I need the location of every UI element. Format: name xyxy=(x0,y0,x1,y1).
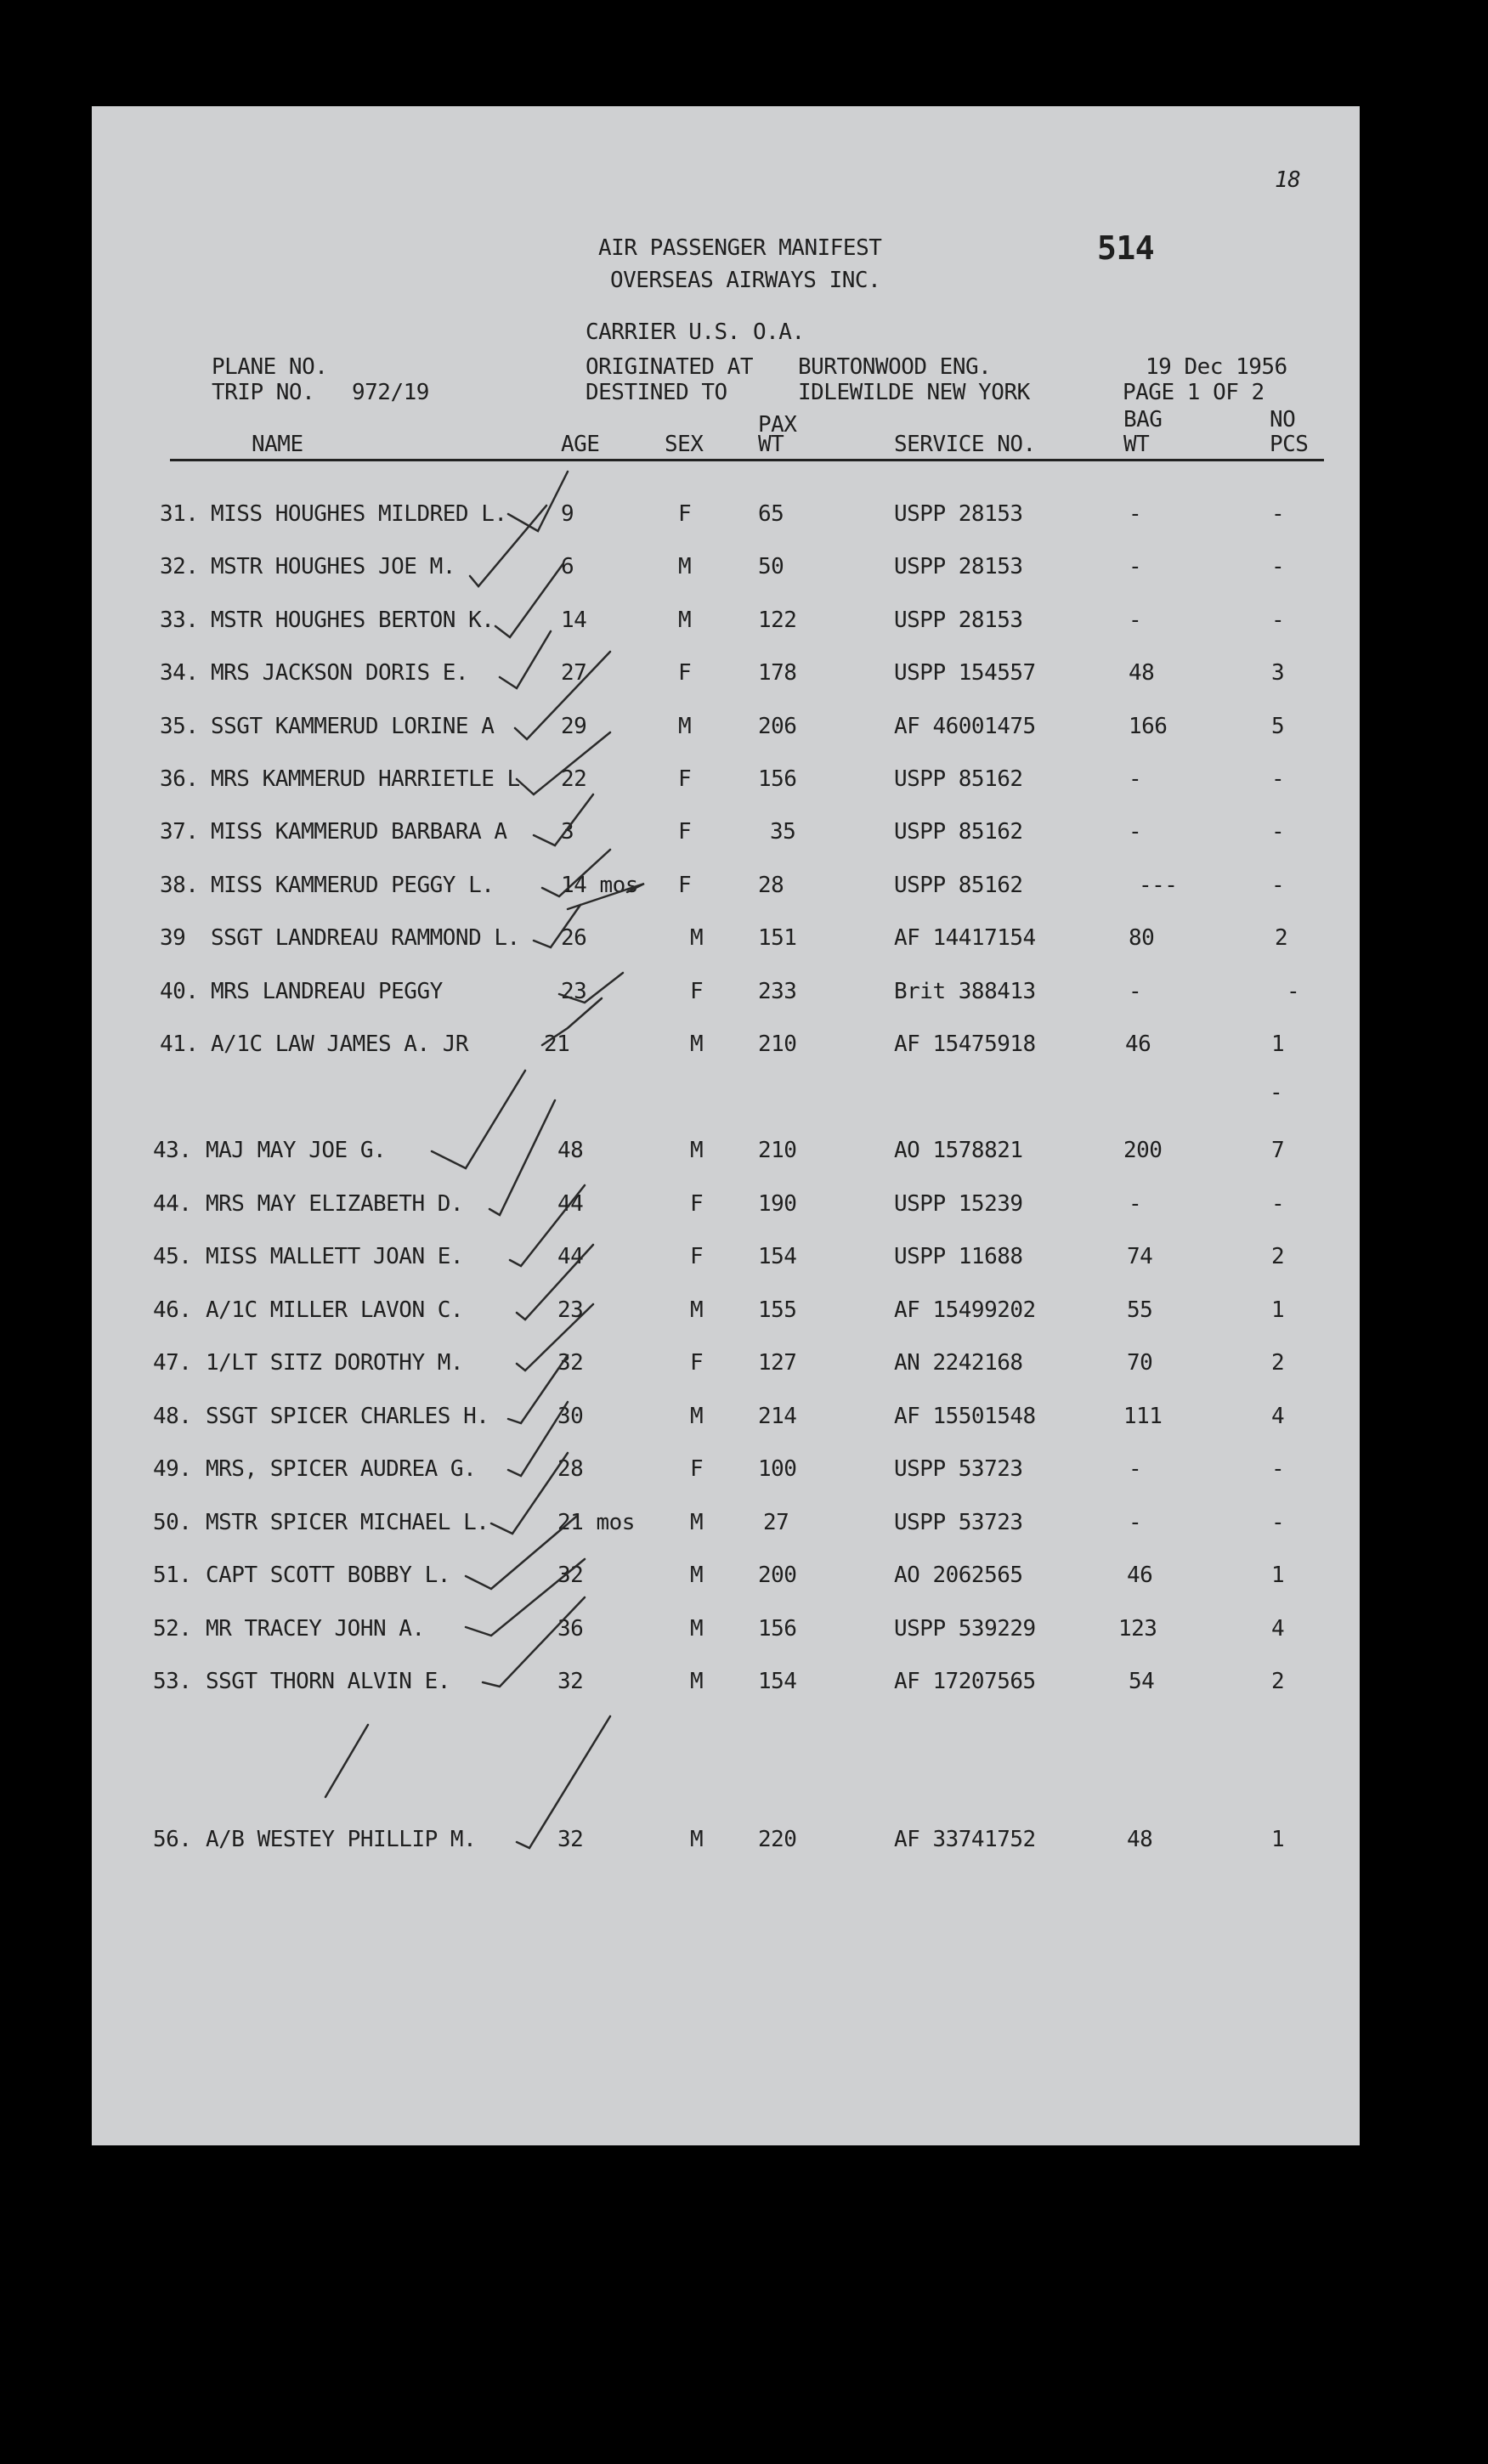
passenger-name: SSGT THORN ALVIN E. xyxy=(206,1669,450,1694)
passenger-row xyxy=(92,874,1360,903)
passenger-row xyxy=(92,1246,1360,1274)
bag-weight: 123 xyxy=(1118,1616,1157,1642)
passenger-sex: F xyxy=(678,873,692,898)
passenger-age: 21 mos xyxy=(557,1510,635,1535)
pax-weight: 127 xyxy=(758,1350,797,1376)
row-number: 56. xyxy=(153,1827,192,1852)
passenger-name: A/B WESTEY PHILLIP M. xyxy=(206,1827,477,1852)
bag-weight: - xyxy=(1129,501,1142,527)
pax-weight: 200 xyxy=(758,1563,797,1588)
passenger-age: 28 xyxy=(557,1456,584,1482)
service-number: USPP 28153 xyxy=(894,554,1023,579)
row-number: 41. xyxy=(160,1031,199,1057)
bag-weight: 70 xyxy=(1127,1350,1153,1376)
row-number: 40. xyxy=(160,979,199,1004)
pieces: 1 xyxy=(1271,1031,1285,1057)
service-number: AN 2242168 xyxy=(894,1350,1023,1376)
row-number: 47. xyxy=(153,1350,192,1376)
bag-weight: 48 xyxy=(1127,1827,1153,1852)
row-number: 37. xyxy=(160,819,199,845)
passenger-name: MRS KAMMERUD HARRIETLE L xyxy=(211,766,520,792)
manifest-title: AIR PASSENGER MANIFEST xyxy=(598,235,882,261)
service-number: AF 15501548 xyxy=(894,1404,1036,1429)
pax-weight: 156 xyxy=(758,766,797,792)
pieces: 2 xyxy=(1271,1350,1285,1376)
manifest-page xyxy=(92,106,1360,2145)
pax-weight: 154 xyxy=(758,1669,797,1694)
destined-value: IDLEWILDE NEW YORK xyxy=(798,380,1030,405)
row-number: 31. xyxy=(160,501,199,527)
passenger-sex: F xyxy=(690,979,704,1004)
passenger-sex: M xyxy=(690,1138,704,1163)
passenger-sex: M xyxy=(690,1827,704,1852)
service-number: USPP 15239 xyxy=(894,1191,1023,1217)
passenger-sex: M xyxy=(690,1563,704,1588)
passenger-name: CAPT SCOTT BOBBY L. xyxy=(206,1563,450,1588)
passenger-sex: M xyxy=(690,1510,704,1535)
passenger-age: 21 xyxy=(544,1031,570,1057)
bag-weight: 80 xyxy=(1129,925,1155,951)
service-number: USPP 28153 xyxy=(894,501,1023,527)
row-number: 44. xyxy=(153,1191,192,1217)
pieces: 5 xyxy=(1271,714,1285,739)
passenger-sex: M xyxy=(690,1031,704,1057)
pieces: 1 xyxy=(1271,1297,1285,1323)
passenger-row xyxy=(92,1512,1360,1540)
row-number: 50. xyxy=(153,1510,192,1535)
pax-weight: 233 xyxy=(758,979,797,1004)
pax-weight: 206 xyxy=(758,714,797,739)
service-number: AF 15499202 xyxy=(894,1297,1036,1323)
pieces: - xyxy=(1271,608,1285,633)
passenger-name: MSTR HOUGHES BERTON K. xyxy=(211,608,495,633)
pax-weight: 122 xyxy=(758,608,797,633)
passenger-age: 48 xyxy=(557,1138,584,1163)
passenger-sex: F xyxy=(678,819,692,845)
passenger-name: MRS MAY ELIZABETH D. xyxy=(206,1191,464,1217)
passenger-name: A/1C LAW JAMES A. JR xyxy=(211,1031,469,1057)
passenger-row xyxy=(92,1564,1360,1593)
passenger-sex: M xyxy=(690,1297,704,1323)
passenger-name: MR TRACEY JOHN A. xyxy=(206,1616,425,1642)
service-number: USPP 85162 xyxy=(894,766,1023,792)
pax-weight: 155 xyxy=(758,1297,797,1323)
header-rule xyxy=(170,459,1324,461)
passenger-row xyxy=(92,1139,1360,1168)
bag-weight: 46 xyxy=(1125,1031,1151,1057)
passenger-row xyxy=(92,821,1360,850)
passenger-age: 27 xyxy=(561,660,587,686)
pax-weight: 50 xyxy=(758,554,784,579)
pax-weight: 28 xyxy=(758,873,784,898)
service-number: USPP 85162 xyxy=(894,819,1023,845)
pax-weight: 210 xyxy=(758,1031,797,1057)
bag-weight: - xyxy=(1129,1191,1142,1217)
page-number: 514 xyxy=(1097,229,1155,267)
row-number: 48. xyxy=(153,1404,192,1429)
passenger-name: MISS MALLETT JOAN E. xyxy=(206,1244,464,1269)
passenger-row xyxy=(92,1670,1360,1699)
col-pax-top: PAX xyxy=(758,412,797,438)
passenger-name: MSTR HOUGHES JOE M. xyxy=(211,554,455,579)
row-number: 39 xyxy=(160,925,186,951)
pax-weight: 151 xyxy=(758,925,797,951)
pieces: 2 xyxy=(1271,1244,1285,1269)
service-number: AF 15475918 xyxy=(894,1031,1036,1057)
bag-weight: - xyxy=(1129,819,1142,845)
service-number: AF 46001475 xyxy=(894,714,1036,739)
pax-weight: 220 xyxy=(758,1827,797,1852)
passenger-age: 14 mos xyxy=(561,873,638,898)
pieces: 3 xyxy=(1271,660,1285,686)
pieces: - xyxy=(1271,819,1285,845)
passenger-name: MISS HOUGHES MILDRED L. xyxy=(211,501,507,527)
passenger-sex: M xyxy=(690,1404,704,1429)
pax-weight: 214 xyxy=(758,1404,797,1429)
bag-weight: - xyxy=(1129,766,1142,792)
passenger-sex: F xyxy=(678,766,692,792)
col-sex: SEX xyxy=(665,432,704,457)
pieces: 1 xyxy=(1271,1563,1285,1588)
col-pcs-bottom: PCS xyxy=(1270,432,1309,457)
passenger-age: 3 xyxy=(561,819,574,845)
row-number: 53. xyxy=(153,1669,192,1694)
col-pax-bottom: WT xyxy=(758,432,784,457)
row-number: 52. xyxy=(153,1616,192,1642)
plane-label: PLANE NO. xyxy=(212,354,328,380)
passenger-name: SSGT SPICER CHARLES H. xyxy=(206,1404,489,1429)
passenger-sex: M xyxy=(678,714,692,739)
passenger-sex: F xyxy=(690,1191,704,1217)
bag-weight: 54 xyxy=(1129,1669,1155,1694)
pieces: 1 xyxy=(1271,1827,1285,1852)
col-bag-bottom: WT xyxy=(1123,432,1150,457)
service-number: USPP 53723 xyxy=(894,1510,1023,1535)
passenger-row xyxy=(92,715,1360,744)
pieces: - xyxy=(1271,766,1285,792)
passenger-sex: M xyxy=(690,925,704,951)
passenger-age: 32 xyxy=(557,1350,584,1376)
trip-label: TRIP NO. xyxy=(212,380,315,405)
passenger-age: 30 xyxy=(557,1404,584,1429)
pieces: - xyxy=(1271,554,1285,579)
pax-weight: 100 xyxy=(758,1456,797,1482)
passenger-sex: F xyxy=(690,1456,704,1482)
passenger-name: SSGT KAMMERUD LORINE A xyxy=(211,714,495,739)
row-number: 38. xyxy=(160,873,199,898)
pieces: - xyxy=(1271,1510,1285,1535)
row-number: 45. xyxy=(153,1244,192,1269)
passenger-row xyxy=(92,1828,1360,1857)
pax-weight: 178 xyxy=(758,660,797,686)
pieces: 4 xyxy=(1271,1616,1285,1642)
service-number: USPP 154557 xyxy=(894,660,1036,686)
pieces: - xyxy=(1287,979,1300,1004)
pax-weight: 65 xyxy=(758,501,784,527)
pieces: - xyxy=(1271,873,1285,898)
passenger-age: 44 xyxy=(557,1244,584,1269)
passenger-sex: F xyxy=(690,1350,704,1376)
passenger-row xyxy=(92,1193,1360,1222)
col-service: SERVICE NO. xyxy=(894,432,1036,457)
bag-weight: 48 xyxy=(1129,660,1155,686)
pax-weight: 27 xyxy=(763,1510,789,1535)
service-number: USPP 11688 xyxy=(894,1244,1023,1269)
passenger-sex: M xyxy=(690,1669,704,1694)
pax-weight: 210 xyxy=(758,1138,797,1163)
row-number: 49. xyxy=(153,1456,192,1482)
passenger-row xyxy=(92,1458,1360,1487)
company-name: OVERSEAS AIRWAYS INC. xyxy=(610,268,881,293)
bag-weight: --- xyxy=(1139,873,1178,898)
page-mark: 18 xyxy=(1275,167,1301,193)
stray-mark: - xyxy=(1270,1080,1283,1105)
bag-weight: - xyxy=(1129,979,1142,1004)
passenger-row xyxy=(92,1352,1360,1381)
pieces: - xyxy=(1271,1191,1285,1217)
row-number: 34. xyxy=(160,660,199,686)
passenger-age: 14 xyxy=(561,608,587,633)
passenger-row xyxy=(92,609,1360,638)
service-number: AF 14417154 xyxy=(894,925,1036,951)
pax-weight: 156 xyxy=(758,1616,797,1642)
col-age: AGE xyxy=(561,432,600,457)
bag-weight: - xyxy=(1129,608,1142,633)
originated-label: ORIGINATED AT xyxy=(586,354,753,380)
passenger-row xyxy=(92,503,1360,532)
service-number: USPP 53723 xyxy=(894,1456,1023,1482)
passenger-row xyxy=(92,1299,1360,1328)
passenger-sex: F xyxy=(690,1244,704,1269)
passenger-name: MRS, SPICER AUDREA G. xyxy=(206,1456,477,1482)
passenger-name: SSGT LANDREAU RAMMOND L. xyxy=(211,925,520,951)
carrier: CARRIER U.S. O.A. xyxy=(586,319,805,345)
passenger-name: MRS LANDREAU PEGGY xyxy=(211,979,443,1004)
passenger-age: 32 xyxy=(557,1669,584,1694)
passenger-age: 23 xyxy=(561,979,587,1004)
passenger-name: MRS JACKSON DORIS E. xyxy=(211,660,469,686)
bag-weight: 166 xyxy=(1129,714,1168,739)
pieces: 7 xyxy=(1271,1138,1285,1163)
page-of: PAGE 1 OF 2 xyxy=(1123,380,1265,405)
row-number: 46. xyxy=(153,1297,192,1323)
pieces: 2 xyxy=(1275,925,1288,951)
passenger-name: A/1C MILLER LAVON C. xyxy=(206,1297,464,1323)
passenger-row xyxy=(92,1405,1360,1434)
trip-value: 972/19 xyxy=(352,380,429,405)
row-number: 51. xyxy=(153,1563,192,1588)
service-number: Brit 388413 xyxy=(894,979,1036,1004)
pieces: - xyxy=(1271,501,1285,527)
passenger-name: MAJ MAY JOE G. xyxy=(206,1138,387,1163)
passenger-age: 6 xyxy=(561,554,574,579)
pax-weight: 154 xyxy=(758,1244,797,1269)
check-mark xyxy=(325,1725,368,1797)
service-number: AF 33741752 xyxy=(894,1827,1036,1852)
bag-weight: - xyxy=(1129,1456,1142,1482)
service-number: AF 17207565 xyxy=(894,1669,1036,1694)
service-number: USPP 85162 xyxy=(894,873,1023,898)
passenger-age: 9 xyxy=(561,501,574,527)
service-number: AO 2062565 xyxy=(894,1563,1023,1588)
originated-value: BURTONWOOD ENG. xyxy=(798,354,992,380)
passenger-row xyxy=(92,981,1360,1009)
passenger-name: 1/LT SITZ DOROTHY M. xyxy=(206,1350,464,1376)
passenger-row xyxy=(92,556,1360,585)
col-pcs-top: NO xyxy=(1270,407,1296,432)
passenger-row xyxy=(92,662,1360,691)
passenger-age: 44 xyxy=(557,1191,584,1217)
passenger-age: 29 xyxy=(561,714,587,739)
pax-weight: 190 xyxy=(758,1191,797,1217)
row-number: 33. xyxy=(160,608,199,633)
service-number: AO 1578821 xyxy=(894,1138,1023,1163)
passenger-row xyxy=(92,1033,1360,1062)
bag-weight: - xyxy=(1129,554,1142,579)
passenger-name: MISS KAMMERUD BARBARA A xyxy=(211,819,507,845)
passenger-row xyxy=(92,927,1360,956)
passenger-age: 22 xyxy=(561,766,587,792)
passenger-age: 36 xyxy=(557,1616,584,1642)
passenger-name: MSTR SPICER MICHAEL L. xyxy=(206,1510,489,1535)
row-number: 36. xyxy=(160,766,199,792)
row-number: 35. xyxy=(160,714,199,739)
service-number: USPP 28153 xyxy=(894,608,1023,633)
passenger-age: 26 xyxy=(561,925,587,951)
destined-label: DESTINED TO xyxy=(586,380,727,405)
bag-weight: 46 xyxy=(1127,1563,1153,1588)
pieces: - xyxy=(1271,1456,1285,1482)
passenger-age: 23 xyxy=(557,1297,584,1323)
bag-weight: 74 xyxy=(1127,1244,1153,1269)
bag-weight: 55 xyxy=(1127,1297,1153,1323)
passenger-sex: M xyxy=(678,554,692,579)
passenger-row xyxy=(92,768,1360,797)
pax-weight: 35 xyxy=(770,819,796,845)
row-number: 43. xyxy=(153,1138,192,1163)
bag-weight: 200 xyxy=(1123,1138,1163,1163)
pieces: 2 xyxy=(1271,1669,1285,1694)
col-bag-top: BAG xyxy=(1123,407,1163,432)
passenger-age: 32 xyxy=(557,1563,584,1588)
manifest-date: 19 Dec 1956 xyxy=(1146,354,1287,380)
passenger-sex: M xyxy=(690,1616,704,1642)
passenger-sex: M xyxy=(678,608,692,633)
passenger-name: MISS KAMMERUD PEGGY L. xyxy=(211,873,495,898)
service-number: USPP 539229 xyxy=(894,1616,1036,1642)
passenger-sex: F xyxy=(678,660,692,686)
row-number: 32. xyxy=(160,554,199,579)
passenger-age: 32 xyxy=(557,1827,584,1852)
col-name: NAME xyxy=(252,432,303,457)
bag-weight: - xyxy=(1129,1510,1142,1535)
passenger-row xyxy=(92,1618,1360,1647)
passenger-sex: F xyxy=(678,501,692,527)
bag-weight: 111 xyxy=(1123,1404,1163,1429)
pieces: 4 xyxy=(1271,1404,1285,1429)
